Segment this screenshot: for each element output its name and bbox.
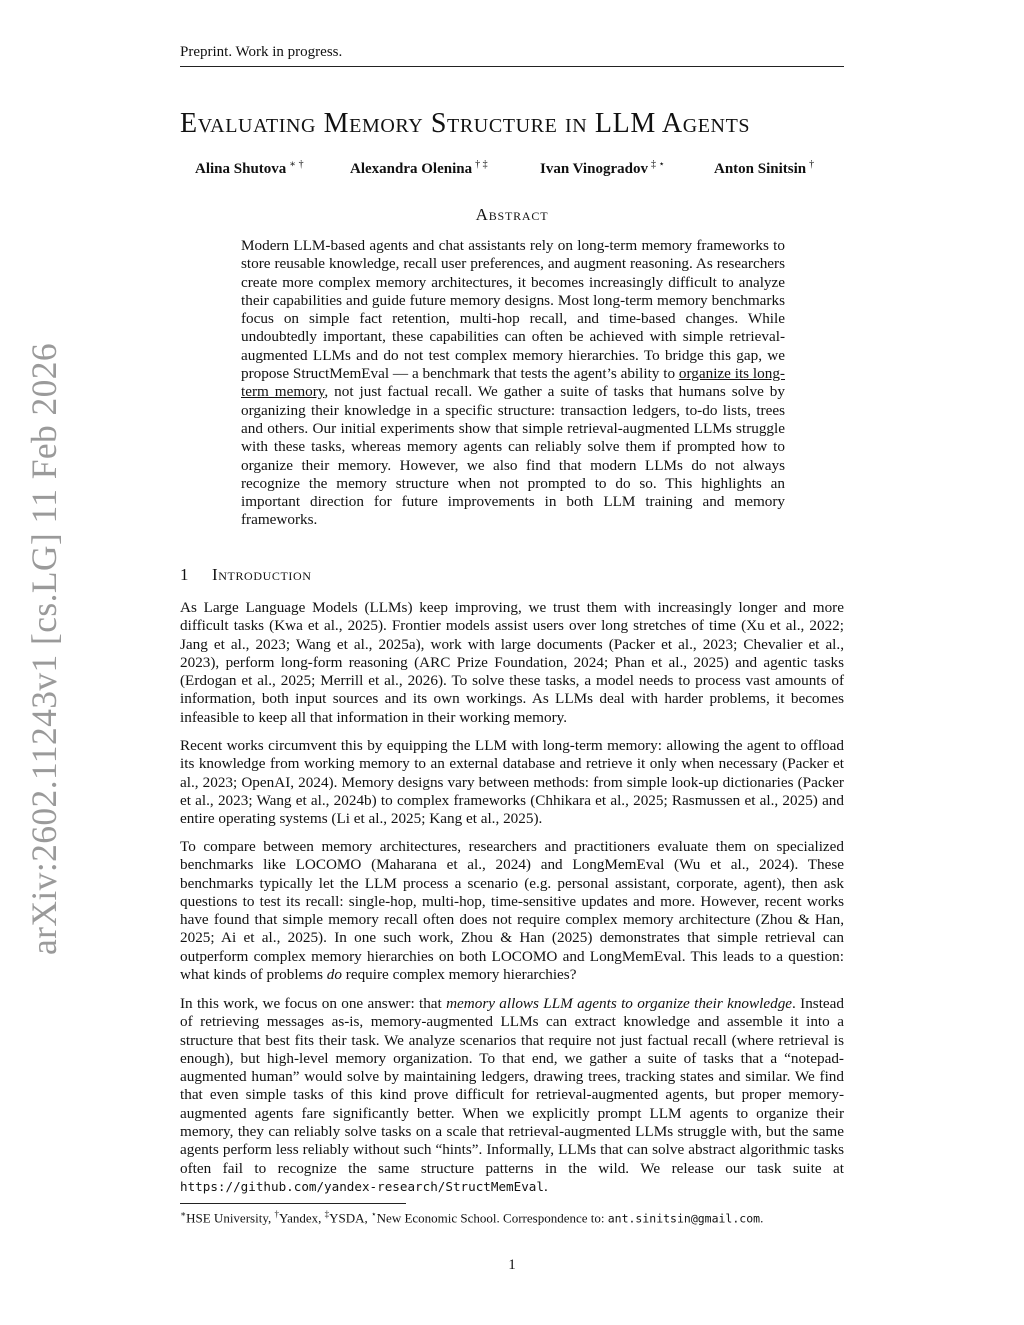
- footnote-text: Yandex,: [278, 1210, 325, 1226]
- footnote-text: New Economic School. Correspondence to:: [376, 1210, 608, 1226]
- footnote-mark: ‡: [324, 1209, 330, 1219]
- page-number: 1: [508, 1257, 516, 1273]
- arxiv-identifier-stamp: arXiv:2602.11243v1 [cs.LG] 11 Feb 2026: [24, 342, 64, 955]
- abstract-text-part: Modern LLM-based agents and chat assistants rely on long-term memory frameworks to store reusable knowledge, recall user preferences, and augment reasoning. As researchers create more complex memory architectures, it becomes increasingly difficult to analyze their capabilities and guide future memory designs. Most long-term memory benchmarks focus on simple fact retention, multi-hop recall, and time-based changes. While undoubtedly important, these capabilities can often be achieved with simple retrieval-augmented LLMs and do not test complex memory hierarchies. To bridge this gap, we propose StructMemEval — a benchmark that tests the agent’s ability to: [241, 237, 785, 383]
- section-title: Introduction: [212, 565, 312, 584]
- paragraph-text: . Instead of retrieving messages as-is, memory-augmented LLMs can extract knowledge and assemble it into a structure that best fits their task. We analyze scenarios that require not just factual recall (where retrieval is enough), but high-level memory organization. To that end, we gather a suite of tasks that a “notepad-augmented human” would solve by maintaining ledgers, drawing trees, tracking states and similar. We find that even simple tasks of this kind prove difficult for retrieval-augmented agents, but proper memory-augmented agents fare significantly better. When we explicitly prompt LLM agents to organize their memory, they can reliably solve tasks on a scale that retrieval-augmented LLMs struggle with, but the same agents perform less reliably without such “hints”. Informally, LLMs that can solve abstract algorithmic tasks often fail to recognize the same structure patterns in the wild. We release our task suite at: [180, 995, 844, 1177]
- intro-paragraph: As Large Language Models (LLMs) keep improving, we trust them with increasingly longer and more difficult tasks (Kwa et al., 2025). Frontier models assist users over long stretches of time (Xu et al., 2022; Jang et al., 2023; Wang et al., 2025a), work with large documents (Packer et al., 2023; Chevalier et al., 2023), perform long-form reasoning (ARC Prize Foundation, 2024; Phan et al., 2025) and agentic tasks (Erdogan et al., 2025; Merrill et al., 2026). To solve these tasks, a model needs to process vast amounts of information, both input sources and its own workings. As LLMs deal with harder problems, it becomes infeasible to keep all that information in their working memory.: [180, 599, 844, 726]
- abstract-text: [241, 237, 785, 530]
- correspondence-email[interactable]: ant.sinitsin@gmail.com: [607, 1211, 761, 1226]
- abstract-underlined-phrase: organize its long-term memory: [241, 365, 785, 401]
- paragraph-text: To compare between memory architectures, researchers and practitioners evaluate them on specialized benchmarks like LOCOMO (Maharana et al., 2024) and LongMemEval (Wu et al., 2024). These benchmarks typically let the LLM process a scenario (e.g. personal assistant, corporate, agent), then ask questions to test its recall: single-hop, multi-hop, time-sensitive updates and more. However, recent works have found that simple memory recall often does not require complex memory architecture (Zhou & Han, 2025; Ai et al., 2025). In one such work, Zhou & Han (2025) demonstrates that simple retrieval can outperform complex memory hierarchies on both LOCOMO and LongMemEval. This leads to a question: what kinds of problems: [180, 838, 844, 984]
- footnote-rule: [180, 1203, 406, 1204]
- abstract-text-part: , not just factual recall. We gather a suite of tasks that humans solve by organizing their knowledge in a specific structure: transaction ledgers, to-do lists, trees and others. Our initial experiments show that simple retrieval-augmented LLMs struggle with these tasks, whereas memory agents can reliably solve them if prompted how to organize their memory. However, we also find that modern LLMs do not always recognize the memory structure when not prompted to do so. This highlights an important direction for future improvements in both LLM training and memory frameworks.: [241, 383, 785, 529]
- author-name: Ivan Vinogradov: [540, 161, 648, 177]
- footnote-mark: ⋆: [371, 1209, 377, 1219]
- footnote-text: .: [760, 1210, 764, 1226]
- affiliations-footnote: [180, 1209, 844, 1226]
- author-name: Alina Shutova: [195, 161, 287, 177]
- author-name: Anton Sinitsin: [714, 161, 807, 177]
- author-affiliation-marks: ∗ †: [289, 159, 304, 170]
- intro-paragraph: [180, 838, 844, 984]
- footnote-mark: †: [274, 1209, 279, 1219]
- author: [540, 159, 665, 178]
- paragraph-text: In this work, we focus on one answer: that: [180, 995, 447, 1012]
- author: [714, 159, 814, 178]
- intro-paragraph: [180, 995, 844, 1196]
- footnote-mark: ∗: [180, 1209, 187, 1219]
- section-heading-introduction: [180, 565, 312, 585]
- emphasized-text: memory allows LLM agents to organize their knowledge: [446, 995, 793, 1012]
- header-rule: [180, 66, 844, 67]
- footnote-text: HSE University,: [186, 1210, 275, 1226]
- author: [350, 159, 488, 178]
- paragraph-text: require complex memory hierarchies?: [341, 966, 577, 984]
- running-header: Preprint. Work in progress.: [180, 44, 343, 60]
- paragraph-text: .: [543, 1177, 548, 1195]
- author: [195, 159, 304, 178]
- author-affiliation-marks: ‡ ⋆: [650, 159, 665, 170]
- footnote-text: YSDA,: [329, 1210, 372, 1226]
- paper-title: Evaluating Memory Structure in LLM Agents: [180, 108, 751, 139]
- intro-paragraph: Recent works circumvent this by equipping the LLM with long-term memory: allowing the agent to offload its knowledge from working memory to an external database and retrieve it only when necessary (Packer et al., 2023; OpenAI, 2024). Memory designs vary between methods: from simple look-up dictionaries (Packer et al., 2023; Wang et al., 2024b) to complex frameworks (Chhikara et al., 2025; Rasmussen et al., 2025) and entire operating systems (Li et al., 2025; Kang et al., 2025).: [180, 737, 844, 828]
- author-name: Alexandra Olenina: [350, 161, 473, 177]
- author-affiliation-marks: † ‡: [475, 159, 488, 170]
- section-number: 1: [180, 565, 189, 584]
- author-affiliation-marks: †: [809, 159, 815, 170]
- emphasized-text: do: [326, 966, 342, 984]
- repository-url[interactable]: https://github.com/yandex-research/StructMemEval: [180, 1178, 544, 1194]
- author-list: [180, 159, 844, 183]
- abstract-heading: Abstract: [475, 205, 549, 224]
